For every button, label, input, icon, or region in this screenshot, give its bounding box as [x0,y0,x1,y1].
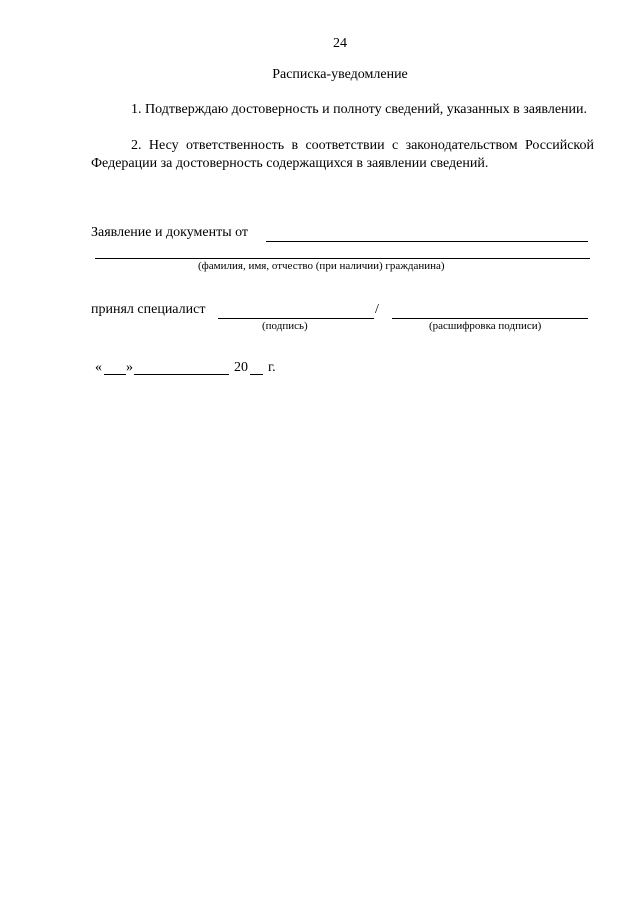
from-name-line[interactable] [266,241,588,242]
date-year-line[interactable] [250,374,263,375]
signature-caption: (подпись) [262,320,308,332]
date-month-line[interactable] [134,374,229,375]
date-close-quote: » [126,360,133,375]
fio-caption: (фамилия, имя, отчество (при наличии) гражданина) [198,260,445,272]
page-number: 24 [333,36,347,51]
item-text: Подтверждаю достоверность и полноту сведений, указанных в заявлении. [145,102,588,117]
confirmation-item-2 [91,137,594,173]
item-number: 1. [131,102,142,117]
decoding-caption: (расшифровка подписи) [429,320,542,332]
item-text: Несу ответственность в соответствии с законодательством Российской Федерации за достоверность содержащихся в заявлении сведений. [91,138,594,171]
decoding-line[interactable] [392,318,588,319]
date-open-quote: « [95,360,102,375]
signature-line[interactable] [218,318,374,319]
accepted-label: принял специалист [91,302,206,317]
confirmation-item-1 [91,101,594,119]
fio-line[interactable] [95,258,590,259]
date-year-suffix: г. [268,360,276,375]
signature-separator: / [375,302,379,317]
document-title: Расписка-уведомление [272,67,408,82]
from-label: Заявление и документы от [91,225,249,240]
date-year-prefix: 20 [234,360,248,375]
date-day-line[interactable] [104,374,126,375]
item-number: 2. [131,138,142,153]
